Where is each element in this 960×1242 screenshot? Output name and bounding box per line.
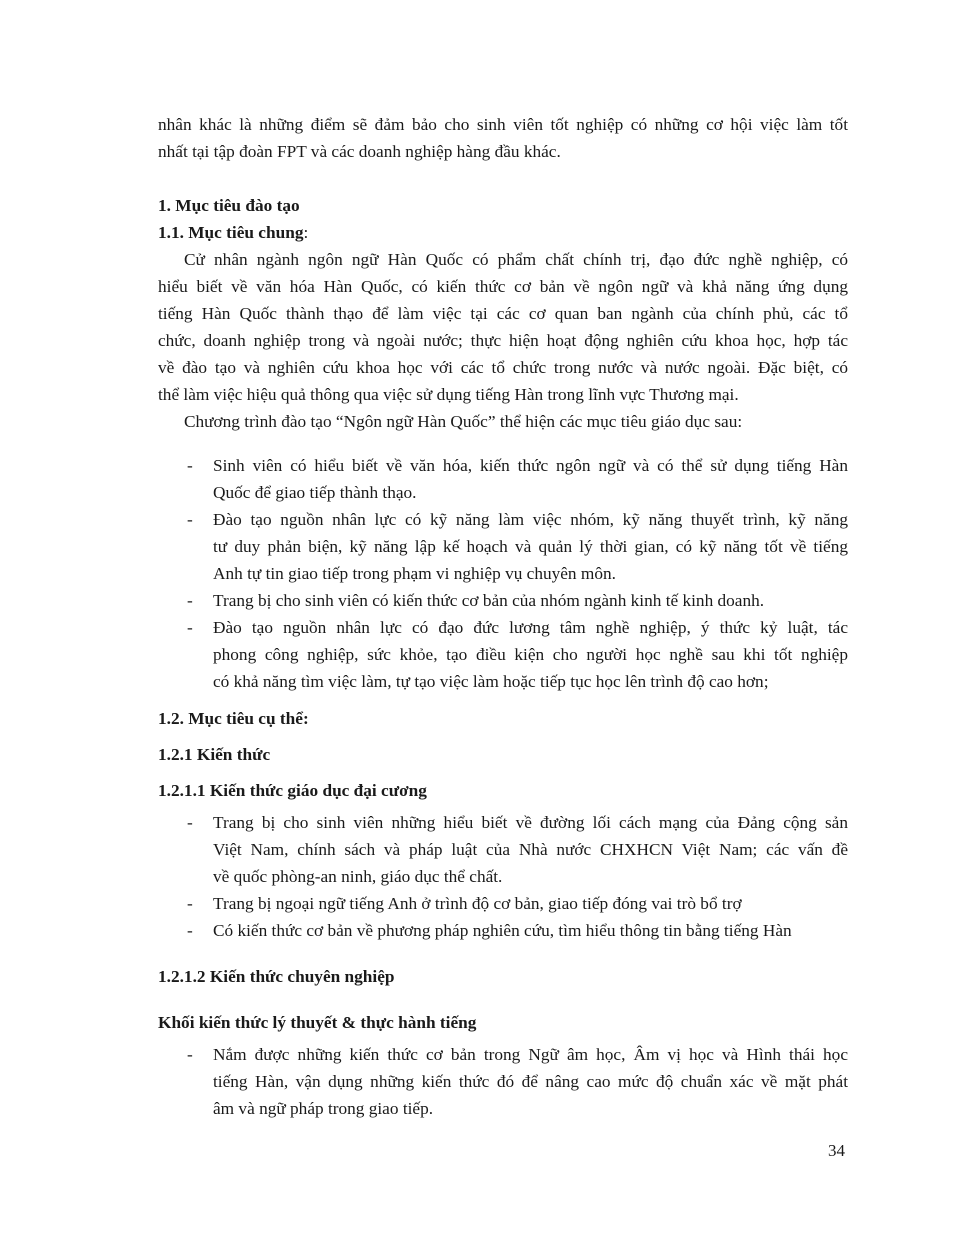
bullet-dash: -: [187, 1045, 193, 1064]
goals-intro: Chương trình đào tạo “Ngôn ngữ Hàn Quốc” thể hiện các mục tiêu giáo dục sau:: [184, 412, 743, 431]
list-item-line: âm và ngữ pháp trong giao tiếp.: [213, 1099, 434, 1118]
section-heading-1: 1. Mục tiêu đào tạo: [158, 196, 300, 215]
list-item-line: Trang bị ngoại ngữ tiếng Anh ở trình độ cơ bản, giao tiếp đóng vai trò bổ trợ: [213, 894, 742, 913]
list-item-line: có khả năng tìm việc làm, tự tạo việc làm hoặc tiếp tục học lên trình độ cao hơn;: [213, 672, 769, 691]
paragraph-line: chức, doanh nghiệp trong và ngoài nước; thực hiện hoạt động nghiên cứu khoa học, hợp tác: [158, 331, 848, 350]
page-number: 34: [828, 1141, 845, 1160]
section-heading-1-1-text: 1.1. Mục tiêu chung: [158, 223, 304, 242]
bullet-dash: -: [187, 618, 193, 637]
intro-line-2: nhất tại tập đoàn FPT và các doanh nghiệp hàng đầu khác.: [158, 142, 561, 161]
section-heading-1-2-1-1: 1.2.1.1 Kiến thức giáo dục đại cương: [158, 781, 427, 800]
list-item-line: Đào tạo nguồn nhân lực có kỹ năng làm việc nhóm, kỹ năng thuyết trình, kỹ năng: [213, 510, 848, 529]
list-item-line: Anh tự tin giao tiếp trong phạm vi nghiệp vụ chuyên môn.: [213, 564, 616, 583]
list-item-line: về quốc phòng-an ninh, giáo dục thể chất.: [213, 867, 503, 886]
intro-line-1: nhân khác là những điểm sẽ đảm bảo cho sinh viên tốt nghiệp có những cơ hội việc làm tốt: [158, 115, 848, 134]
list-item-line: Quốc để giao tiếp thành thạo.: [213, 483, 417, 502]
list-item-line: tiếng Hàn, vận dụng những kiến thức đó để nâng cao mức độ chuẩn xác về mặt phát: [213, 1072, 848, 1091]
list-item-line: Sinh viên có hiểu biết về văn hóa, kiến thức ngôn ngữ và có thể sử dụng tiếng Hàn: [213, 456, 848, 475]
paragraph-line: hiểu biết về văn hóa Hàn Quốc, có kiến thức cơ bản về ngôn ngữ và khả năng ứng dụng: [158, 277, 848, 296]
section-heading-1-2-1: 1.2.1 Kiến thức: [158, 745, 271, 764]
list-item-line: phong công nghiệp, sức khỏe, tạo điều kiện cho người học nghề sau khi tốt nghiệp: [213, 645, 848, 664]
paragraph-line: thể làm việc hiệu quả thông qua việc sử dụng tiếng Hàn trong lĩnh vực Thương mại.: [158, 385, 739, 404]
bullet-dash: -: [187, 921, 193, 940]
paragraph-line: về đào tạo và nghiên cứu khoa học với các tổ chức trong nước và nước ngoài. Đặc biệt, có: [158, 358, 848, 377]
bullet-dash: -: [187, 894, 193, 913]
list-item-line: Trang bị cho sinh viên những hiểu biết về đường lối cách mạng của Đảng cộng sản: [213, 813, 848, 832]
bullet-dash: -: [187, 813, 193, 832]
bullet-dash: -: [187, 456, 193, 475]
list-item-line: Trang bị cho sinh viên có kiến thức cơ bản của nhóm ngành kinh tế kinh doanh.: [213, 591, 765, 610]
list-item-line: Việt Nam, chính sách và pháp luật của Nhà nước CHXHCN Việt Nam; các vấn đề: [213, 840, 848, 859]
list-item-line: tư duy phản biện, kỹ năng lập kế hoạch và quản lý thời gian, có kỹ năng tốt về tiếng: [213, 537, 848, 556]
section-heading-1-2-1-2: 1.2.1.2 Kiến thức chuyên nghiệp: [158, 967, 395, 986]
block-heading: Khối kiến thức lý thuyết & thực hành tiếng: [158, 1013, 477, 1032]
bullet-dash: -: [187, 510, 193, 529]
bullet-dash: -: [187, 591, 193, 610]
list-item-line: Đào tạo nguồn nhân lực có đạo đức lương tâm nghề nghiệp, ý thức kỷ luật, tác: [213, 618, 848, 637]
section-heading-1-2: 1.2. Mục tiêu cụ thể:: [158, 709, 309, 728]
list-item-line: Có kiến thức cơ bản về phương pháp nghiên cứu, tìm hiểu thông tin bằng tiếng Hàn: [213, 921, 792, 940]
paragraph-line: Cử nhân ngành ngôn ngữ Hàn Quốc có phẩm chất chính trị, đạo đức nghề nghiệp, có: [184, 250, 848, 269]
paragraph-line: tiếng Hàn Quốc thành thạo để làm việc tại các cơ quan ban ngành của chính phủ, các tổ: [158, 304, 848, 323]
section-heading-1-1-colon: :: [303, 223, 309, 242]
list-item-line: Nắm được những kiến thức cơ bản trong Ngữ âm học, Âm vị học và Hình thái học: [213, 1045, 848, 1064]
section-heading-1-1: [158, 219, 308, 246]
